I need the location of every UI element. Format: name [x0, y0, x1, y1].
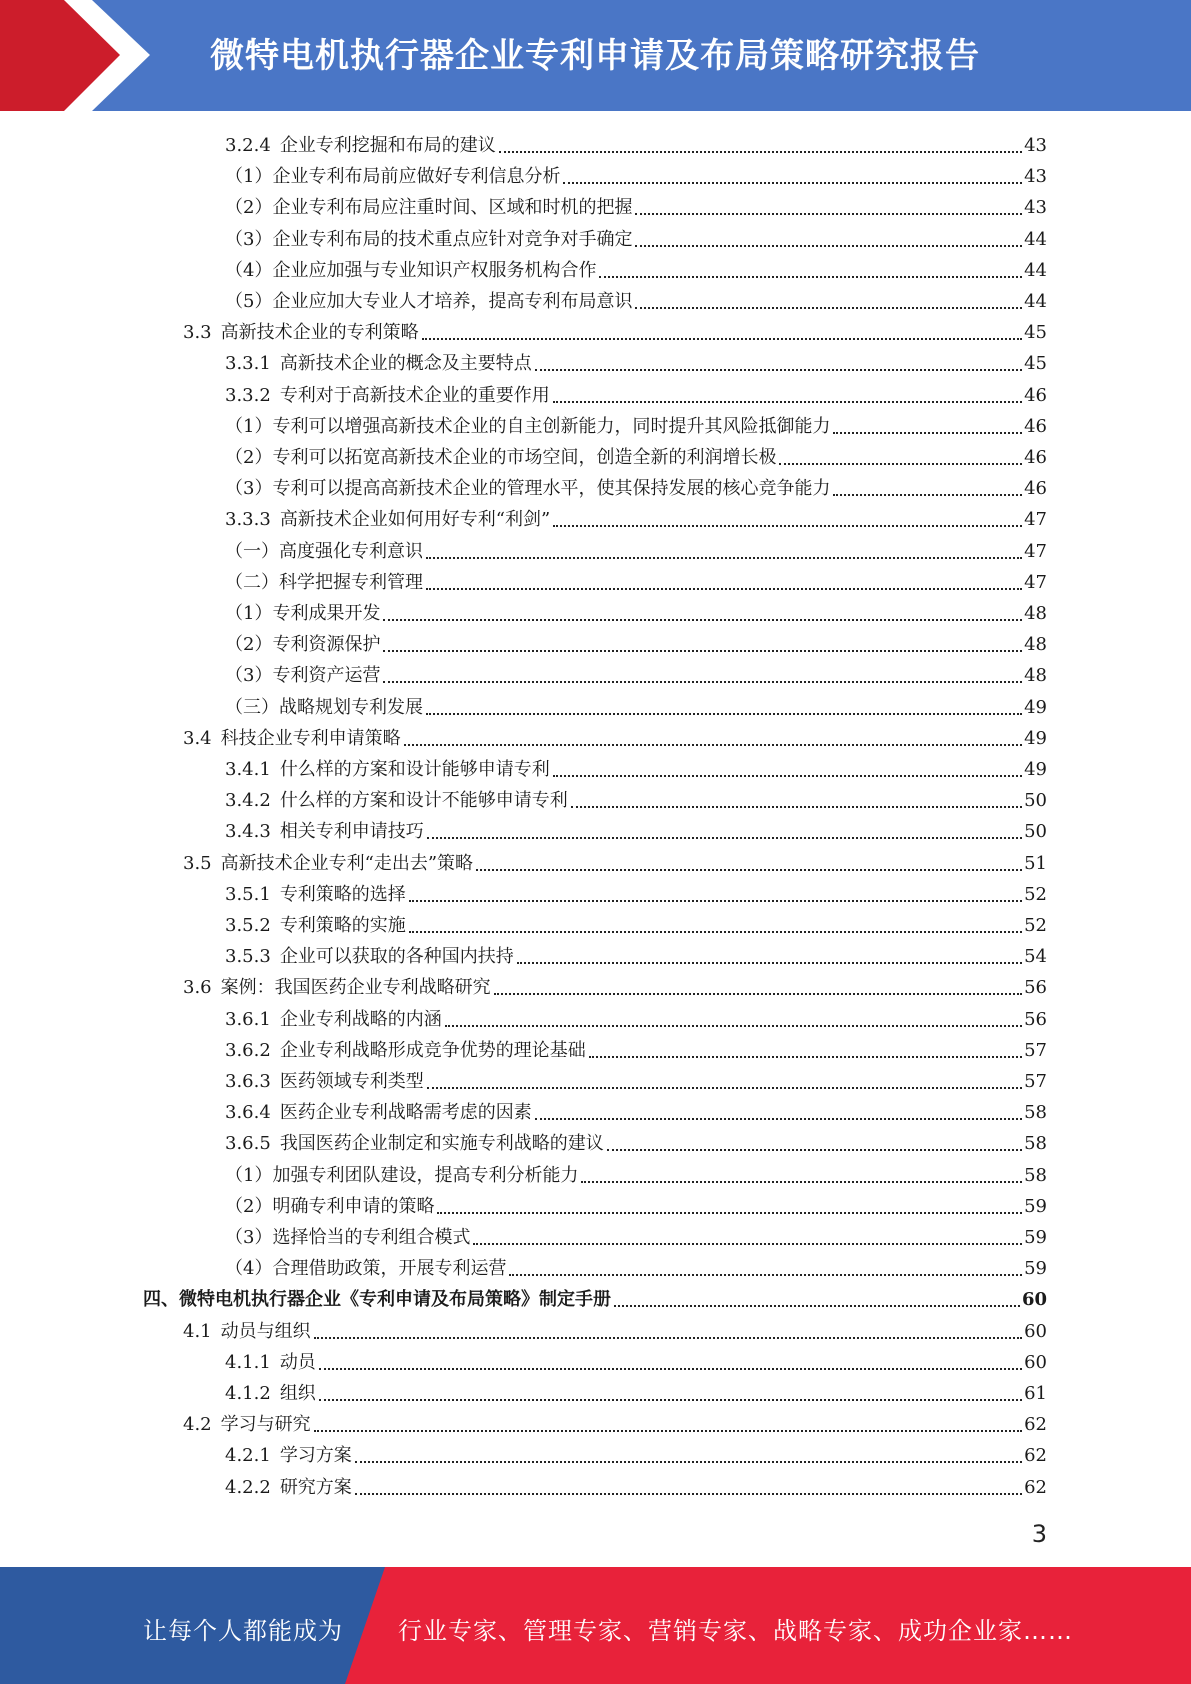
toc-entry[interactable] — [143, 1281, 1047, 1312]
toc-entry-number: 3.6 — [183, 977, 212, 999]
toc-dot-leader — [383, 650, 1022, 652]
toc-entry[interactable] — [225, 1250, 1047, 1281]
toc-entry[interactable] — [225, 907, 1047, 938]
toc-dot-leader — [494, 993, 1022, 995]
page-footer — [0, 1567, 1191, 1684]
toc-entry-label: 科技企业专利申请策略 — [220, 727, 401, 749]
toc-dot-leader — [427, 837, 1022, 839]
toc-entry-number: 3.6.2 — [225, 1039, 271, 1061]
toc-entry-page: 56 — [1024, 977, 1047, 999]
toc-dot-leader — [422, 338, 1022, 340]
toc-entry-label: 企业可以获取的各种国内扶持 — [279, 946, 514, 968]
toc-entry-page: 48 — [1024, 603, 1047, 624]
toc-entry-label: 高新技术企业的专利策略 — [220, 322, 419, 344]
toc-entry[interactable] — [225, 470, 1047, 501]
toc-entry[interactable] — [225, 1094, 1047, 1125]
toc-dot-leader — [779, 463, 1022, 465]
toc-entry-page: 62 — [1024, 1476, 1047, 1498]
toc-entry-page: 43 — [1024, 135, 1047, 156]
toc-entry-label: 高新技术企业专利“走出去”策略 — [220, 852, 474, 874]
toc-entry-label: （2）明确专利申请的策略 — [225, 1195, 435, 1217]
toc-entry[interactable] — [225, 1032, 1047, 1063]
toc-entry[interactable] — [225, 1437, 1047, 1468]
toc-entry-label: 四、微特电机执行器企业《专利申请及布局策略》制定手册 — [143, 1289, 611, 1311]
toc-entry-page: 57 — [1024, 1039, 1047, 1061]
toc-entry-page: 59 — [1024, 1258, 1047, 1280]
toc-dot-leader — [445, 1025, 1022, 1027]
toc-entry[interactable] — [225, 1469, 1047, 1500]
toc-entry-page: 47 — [1024, 509, 1047, 531]
toc-dot-leader — [319, 1368, 1022, 1370]
toc-dot-leader — [614, 1305, 1020, 1307]
toc-entry[interactable] — [225, 345, 1047, 376]
toc-entry-page: 57 — [1024, 1071, 1047, 1092]
toc-entry[interactable] — [183, 720, 1047, 751]
toc-entry-page: 58 — [1024, 1133, 1047, 1155]
toc-entry[interactable] — [225, 657, 1047, 688]
toc-entry-number: 3.6.5 — [225, 1133, 271, 1155]
toc-entry-label: 企业专利战略形成竞争优势的理论基础 — [279, 1039, 586, 1061]
toc-entry-label: 企业专利挖掘和布局的建议 — [279, 135, 496, 156]
toc-entry-page: 60 — [1021, 1289, 1047, 1311]
toc-entry[interactable] — [225, 158, 1047, 189]
toc-entry-label: （1）加强专利团队建设，提高专利分析能力 — [225, 1164, 579, 1186]
footer-slogan-right: 行业专家、管理专家、营销专家、战略专家、成功企业家…… — [398, 1617, 1073, 1645]
toc-entry-number: 3.5.1 — [225, 883, 271, 905]
toc-entry-label: （1）专利可以增强高新技术企业的自主创新能力，同时提升其风险抵御能力 — [225, 415, 831, 437]
toc-entry-number: 4.1.2 — [225, 1383, 271, 1404]
toc-entry-page: 58 — [1024, 1102, 1047, 1124]
toc-entry[interactable] — [225, 1375, 1047, 1406]
toc-entry-number: 4.2.1 — [225, 1445, 271, 1467]
toc-dot-leader — [599, 276, 1022, 278]
toc-entry-label: （1）专利成果开发 — [225, 603, 381, 624]
toc-entry[interactable] — [225, 1063, 1047, 1094]
toc-dot-leader — [635, 245, 1022, 247]
toc-dot-leader — [383, 619, 1022, 621]
toc-entry[interactable] — [225, 595, 1047, 626]
toc-entry-label: （2）企业专利布局应注重时间、区域和时机的把握 — [225, 197, 633, 219]
toc-entry-number: 3.5.3 — [225, 946, 271, 968]
toc-entry-label: 组织 — [279, 1383, 316, 1404]
toc-entry-label: （二）科学把握专利管理 — [225, 571, 423, 593]
toc-dot-leader — [833, 432, 1022, 434]
toc-entry-number: 3.4.3 — [225, 821, 271, 843]
toc-dot-leader — [355, 1461, 1022, 1463]
toc-entry-label: （4）合理借助政策，开展专利运营 — [225, 1258, 507, 1280]
toc-entry[interactable] — [183, 845, 1047, 876]
toc-dot-leader — [355, 1493, 1022, 1495]
toc-dot-leader — [409, 931, 1022, 933]
toc-entry-number: 3.6.3 — [225, 1071, 271, 1092]
toc-entry[interactable] — [225, 782, 1047, 813]
toc-entry-label: （2）专利可以拓宽高新技术企业的市场空间，创造全新的利润增长极 — [225, 447, 777, 468]
toc-dot-leader — [499, 151, 1022, 153]
toc-entry-page: 44 — [1024, 259, 1047, 281]
toc-entry-page: 47 — [1024, 540, 1047, 562]
toc-dot-leader — [314, 1337, 1022, 1339]
toc-dot-leader — [314, 1430, 1022, 1432]
toc-dot-leader — [635, 307, 1022, 309]
toc-entry[interactable] — [225, 127, 1047, 158]
toc-entry-number: 3.3.2 — [225, 384, 271, 406]
toc-entry-label: 我国医药企业制定和实施专利战略的建议 — [279, 1133, 604, 1155]
toc-entry[interactable] — [225, 501, 1047, 532]
toc-dot-leader — [426, 713, 1022, 715]
toc-entry-label: 什么样的方案和设计不能够申请专利 — [279, 790, 568, 812]
toc-entry[interactable] — [225, 1157, 1047, 1188]
toc-dot-leader — [589, 1056, 1022, 1058]
toc-entry-page: 46 — [1024, 415, 1047, 437]
toc-entry[interactable] — [225, 252, 1047, 283]
toc-entry-page: 46 — [1024, 447, 1047, 468]
toc-entry[interactable] — [183, 1406, 1047, 1437]
toc-entry[interactable] — [183, 1313, 1047, 1344]
toc-entry-page: 60 — [1024, 1320, 1047, 1342]
toc-entry-page: 45 — [1024, 353, 1047, 375]
toc-dot-leader — [404, 744, 1022, 746]
toc-entry-page: 61 — [1024, 1383, 1047, 1404]
toc-entry-label: （3）企业专利布局的技术重点应针对竞争对手确定 — [225, 228, 633, 250]
toc-entry-page: 56 — [1024, 1008, 1047, 1030]
toc-entry-label: （5）企业应加大专业人才培养，提高专利布局意识 — [225, 291, 633, 312]
toc-entry-page: 60 — [1024, 1351, 1047, 1373]
toc-entry-page: 62 — [1024, 1445, 1047, 1467]
toc-entry-label: （3）专利资产运营 — [225, 665, 381, 687]
toc-entry[interactable] — [225, 189, 1047, 220]
toc-entry-number: 3.5 — [183, 852, 212, 874]
toc-entry-label: 专利策略的实施 — [279, 915, 406, 936]
toc-dot-leader — [319, 1399, 1022, 1401]
toc-entry-number: 3.6.1 — [225, 1008, 271, 1030]
toc-dot-leader — [535, 1118, 1022, 1120]
toc-entry-page: 49 — [1024, 727, 1047, 749]
toc-entry-page: 44 — [1024, 228, 1047, 250]
toc-entry-number: 4.2 — [183, 1414, 212, 1436]
toc-entry-page: 45 — [1024, 322, 1047, 344]
toc-entry-number: 3.3.1 — [225, 353, 271, 375]
toc-dot-leader — [833, 494, 1022, 496]
toc-entry-page: 43 — [1024, 166, 1047, 188]
toc-dot-leader — [427, 1087, 1022, 1089]
toc-entry[interactable] — [225, 408, 1047, 439]
toc-entry-page: 47 — [1024, 571, 1047, 593]
toc-entry-label: 学习方案 — [279, 1445, 352, 1467]
toc-entry-page: 62 — [1024, 1414, 1047, 1436]
toc-entry-page: 50 — [1024, 790, 1047, 812]
toc-entry[interactable] — [225, 626, 1047, 657]
toc-entry-number: 4.1 — [183, 1320, 212, 1342]
toc-entry-label: 案例：我国医药企业专利战略研究 — [220, 977, 491, 999]
toc-entry-page: 50 — [1024, 821, 1047, 843]
toc-entry-label: 动员 — [279, 1351, 316, 1373]
toc-entry-page: 46 — [1024, 478, 1047, 500]
toc-entry-label: 医药领域专利类型 — [279, 1071, 424, 1092]
toc-entry-number: 4.1.1 — [225, 1351, 271, 1373]
toc-entry-page: 52 — [1024, 883, 1047, 905]
toc-dot-leader — [571, 806, 1022, 808]
footer-slogan-left: 让每个人都能成为 — [143, 1617, 343, 1645]
toc-dot-leader — [563, 182, 1022, 184]
toc-dot-leader — [409, 900, 1022, 902]
toc-entry-number: 3.4 — [183, 727, 212, 749]
toc-entry-label: （3）选择恰当的专利组合模式 — [225, 1227, 471, 1248]
toc-entry-page: 58 — [1024, 1164, 1047, 1186]
toc-dot-leader — [426, 588, 1022, 590]
toc-entry-label: （3）专利可以提高高新技术企业的管理水平，使其保持发展的核心竞争能力 — [225, 478, 831, 500]
toc-entry[interactable] — [225, 938, 1047, 969]
toc-dot-leader — [553, 525, 1022, 527]
toc-entry-label: 专利对于高新技术企业的重要作用 — [279, 384, 550, 406]
toc-entry-label: 医药企业专利战略需考虑的因素 — [279, 1102, 532, 1124]
toc-dot-leader — [509, 1274, 1022, 1276]
toc-entry[interactable] — [225, 1219, 1047, 1250]
toc-entry-page: 43 — [1024, 197, 1047, 219]
toc-entry-page: 48 — [1024, 665, 1047, 687]
toc-entry-page: 46 — [1024, 384, 1047, 406]
toc-dot-leader — [437, 1212, 1022, 1214]
toc-entry-page: 44 — [1024, 291, 1047, 312]
toc-entry[interactable] — [225, 1344, 1047, 1375]
toc-entry-number: 3.4.1 — [225, 759, 271, 780]
toc-dot-leader — [581, 1181, 1022, 1183]
toc-entry[interactable] — [183, 969, 1047, 1000]
toc-dot-leader — [383, 681, 1022, 683]
toc-entry-page: 52 — [1024, 915, 1047, 936]
toc-entry-label: （2）专利资源保护 — [225, 634, 381, 656]
toc-entry-page: 54 — [1024, 946, 1047, 968]
toc-dot-leader — [553, 401, 1022, 403]
toc-dot-leader — [476, 869, 1022, 871]
toc-entry-page: 49 — [1024, 696, 1047, 718]
toc-entry-label: 动员与组织 — [220, 1320, 311, 1342]
toc-entry[interactable] — [225, 533, 1047, 564]
toc-entry-label: 高新技术企业如何用好专利“利剑” — [279, 509, 551, 531]
toc-entry-label: 相关专利申请技巧 — [279, 821, 424, 843]
toc-entry-label: 什么样的方案和设计能够申请专利 — [279, 759, 550, 780]
toc-entry[interactable] — [225, 1125, 1047, 1156]
toc-entry-page: 49 — [1024, 759, 1047, 780]
page-number: 3 — [1031, 1520, 1047, 1548]
toc-entry-label: 专利策略的选择 — [279, 883, 406, 905]
toc-dot-leader — [607, 1149, 1022, 1151]
toc-dot-leader — [553, 775, 1022, 777]
toc-entry[interactable] — [225, 876, 1047, 907]
toc-entry[interactable] — [225, 1001, 1047, 1032]
toc-entry-label: （4）企业应加强与专业知识产权服务机构合作 — [225, 259, 597, 281]
toc-entry-label: （一）高度强化专利意识 — [225, 540, 423, 562]
toc-entry[interactable] — [225, 813, 1047, 844]
toc-entry[interactable] — [225, 689, 1047, 720]
toc-entry-label: 企业专利战略的内涵 — [279, 1008, 442, 1030]
toc-entry-label: （三）战略规划专利发展 — [225, 696, 423, 718]
toc-entry-page: 48 — [1024, 634, 1047, 656]
toc-entry[interactable] — [225, 1188, 1047, 1219]
toc-entry-label: 学习与研究 — [220, 1414, 311, 1436]
report-title: 微特电机执行器企业专利申请及布局策略研究报告 — [210, 36, 980, 76]
toc-entry-number: 3.4.2 — [225, 790, 271, 812]
toc-entry[interactable] — [225, 377, 1047, 408]
toc-entry[interactable] — [225, 283, 1047, 314]
toc-entry-number: 4.2.2 — [225, 1476, 271, 1498]
toc-entry-number: 3.3.3 — [225, 509, 271, 531]
toc-entry-number: 3.2.4 — [225, 135, 271, 156]
toc-entry-number: 3.5.2 — [225, 915, 271, 936]
toc-entry[interactable] — [225, 221, 1047, 252]
toc-entry-number: 3.3 — [183, 322, 212, 344]
toc-entry[interactable] — [225, 564, 1047, 595]
toc-entry[interactable] — [225, 439, 1047, 470]
page-header — [0, 0, 1191, 111]
toc-entry-number: 3.6.4 — [225, 1102, 271, 1124]
toc-dot-leader — [517, 962, 1022, 964]
toc-entry-label: （1）企业专利布局前应做好专利信息分析 — [225, 166, 561, 188]
toc-entry-page: 59 — [1024, 1227, 1047, 1248]
toc-dot-leader — [426, 557, 1022, 559]
toc-dot-leader — [635, 213, 1022, 215]
toc-entry-page: 51 — [1024, 852, 1047, 874]
toc-dot-leader — [473, 1243, 1022, 1245]
toc-entry-label: 高新技术企业的概念及主要特点 — [279, 353, 532, 375]
toc-entry[interactable] — [225, 751, 1047, 782]
chevron-logo-icon — [0, 0, 160, 111]
toc-entry-page: 59 — [1024, 1195, 1047, 1217]
toc-dot-leader — [535, 369, 1022, 371]
toc-entry[interactable] — [183, 314, 1047, 345]
toc-entry-label: 研究方案 — [279, 1476, 352, 1498]
